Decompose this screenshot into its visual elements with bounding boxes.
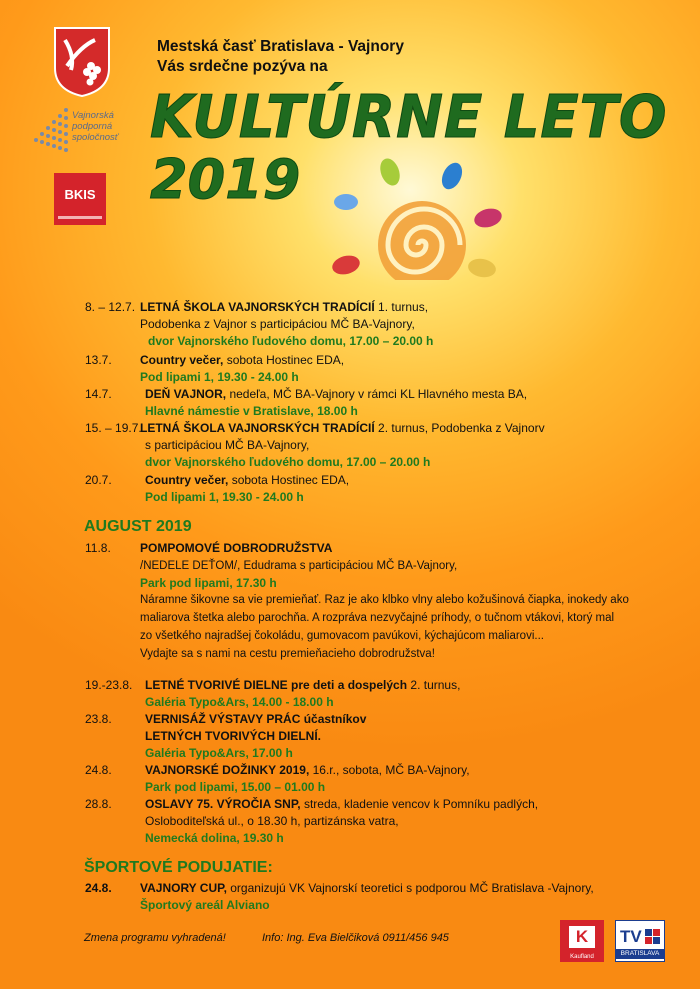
kaufland-logo-text: Kaufland xyxy=(570,954,594,960)
event-info: organizujú VK Vajnorskí teoretici s podporou MČ Bratislava -Vajnory, xyxy=(226,881,594,895)
event-title-line xyxy=(145,677,460,694)
event-info: 16.r., sobota, MČ BA-Vajnory, xyxy=(309,763,470,777)
main-title-year: 2019 xyxy=(150,148,301,211)
event-title-line xyxy=(145,762,470,779)
event-detail: LETNÝCH TVORIVÝCH DIELNÍ. xyxy=(145,729,322,743)
sport-heading: ŠPORTOVÉ PODUJATIE: xyxy=(84,859,273,876)
event-description-1: Náramne šikovne sa vie premieňať. Raz je ako klbko vlny alebo kožušinová čiapka, inokedy ako xyxy=(140,594,629,606)
event-date: 23.8. xyxy=(85,712,112,726)
event-name: VAJNORY CUP, xyxy=(140,881,227,895)
event-date: 24.8. xyxy=(85,763,112,777)
header-line-1: Mestská časť Bratislava - Vajnory xyxy=(157,38,404,55)
event-date: 19.-23.8. xyxy=(85,678,133,692)
event-place: Galéria Typo&Ars, 14.00 - 18.00 h xyxy=(145,695,334,709)
event-detail: /NEDELE DEŤOM/, Edudrama s participáciou MČ BA-Vajnory, xyxy=(140,560,458,572)
program-change-note: Zmena programu vyhradená! xyxy=(84,932,226,944)
tv-logo-text: TV xyxy=(620,927,642,946)
main-title: KULTÚRNE LETO xyxy=(150,83,668,152)
event-name: LETNÁ ŠKOLA VAJNORSKÝCH TRADÍCIÍ xyxy=(140,421,375,435)
event-place: Pod lipami 1, 19.30 - 24.00 h xyxy=(140,370,299,384)
event-place: Galéria Typo&Ars, 17.00 h xyxy=(145,746,293,760)
event-title-line xyxy=(145,796,538,813)
event-title-line xyxy=(145,386,527,403)
event-date: 15. – 19.7. xyxy=(85,421,142,435)
event-title-line xyxy=(140,299,428,316)
bkis-logo xyxy=(54,173,106,225)
event-detail: Osloboditeľská ul., o 18.30 h, partizánska vatra, xyxy=(145,814,399,828)
tv-logo-subtext: BRATISLAVA xyxy=(616,949,664,959)
bkis-logo-text: BKIS xyxy=(64,187,96,202)
event-name: POMPOMOVÉ DOBRODRUŽSTVA xyxy=(140,541,333,555)
event-title-line xyxy=(140,880,594,897)
event-place: dvor Vajnorského ľudového domu, 17.00 – 20.00 h xyxy=(148,334,434,348)
sun-spiral-illustration xyxy=(330,150,510,280)
august-heading: AUGUST 2019 xyxy=(84,518,192,535)
tv-bratislava-logo xyxy=(615,920,665,962)
event-date: 24.8. xyxy=(85,881,112,895)
event-date: 13.7. xyxy=(85,353,112,367)
spolok-logo-text: Vajnorská podporná spoločnosť xyxy=(72,110,119,143)
event-info: streda, kladenie vencov k Pomníku padlých, xyxy=(300,797,539,811)
event-info: sobota Hostinec EDA, xyxy=(223,353,345,367)
event-info: sobota Hostinec EDA, xyxy=(228,473,350,487)
event-description-4: Vydajte sa s nami na cestu premieňacieho dobrodružstva! xyxy=(140,648,435,660)
event-name: VAJNORSKÉ DOŽINKY 2019, xyxy=(145,763,310,777)
event-place: Park pod lipami, 15.00 – 01.00 h xyxy=(145,780,326,794)
event-name: OSLAVY 75. VÝROČIA SNP, xyxy=(145,797,301,811)
event-name: Country večer, xyxy=(145,473,229,487)
event-name: LETNÁ ŠKOLA VAJNORSKÝCH TRADÍCIÍ xyxy=(140,300,375,314)
event-name: Country večer, xyxy=(140,353,224,367)
event-description-3: zo všetkého najradšej čokoládu, gumovacom pavúkovi, kýchajúcom maliarovi... xyxy=(140,630,544,642)
event-place: Hlavné námestie v Bratislave, 18.00 h xyxy=(145,404,358,418)
event-name: DEŇ VAJNOR, xyxy=(145,387,227,401)
event-info: nedeľa, MČ BA-Vajnory v rámci KL Hlavného mesta BA, xyxy=(226,387,528,401)
kaufland-logo xyxy=(560,920,604,962)
event-title-line xyxy=(145,472,349,489)
event-date: 11.8. xyxy=(85,541,111,555)
event-name: LETNÉ TVORIVÉ DIELNE pre deti a dospelých xyxy=(145,678,408,692)
event-info: 2. turnus, xyxy=(407,678,461,692)
vajnory-coat-of-arms-logo xyxy=(53,26,111,98)
event-title-line xyxy=(140,420,545,437)
event-description-2: maliarova štetka alebo parochňa. A rozpráva nezvyčajné príhody, o tučnom vtákovi, ktorý mal xyxy=(140,612,615,624)
event-place: Park pod lipami, 17.30 h xyxy=(140,576,277,590)
event-name: VERNISÁŽ VÝSTAVY PRÁC účastníkov xyxy=(145,712,367,726)
event-date: 28.8. xyxy=(85,797,112,811)
event-date: 8. – 12.7. xyxy=(85,300,136,314)
event-place: dvor Vajnorského ľudového domu, 17.00 – 20.00 h xyxy=(145,455,431,469)
event-place: Nemecká dolina, 19.30 h xyxy=(145,831,284,845)
event-detail: s participáciou MČ BA-Vajnory, xyxy=(145,438,310,452)
event-date: 20.7. xyxy=(85,473,112,487)
event-place: Športový areál Alviano xyxy=(140,898,270,912)
event-info: 2. turnus, Podobenka z Vajnorv xyxy=(374,421,545,435)
kaufland-k-icon: K xyxy=(569,926,595,948)
header-line-2: Vás srdečne pozýva na xyxy=(157,58,328,75)
contact-info: Info: Ing. Eva Bielčiková 0911/456 945 xyxy=(262,932,449,944)
event-detail: Podobenka z Vajnor s participáciou MČ BA-Vajnory, xyxy=(140,317,415,331)
event-place: Pod lipami 1, 19.30 - 24.00 h xyxy=(145,490,304,504)
event-info: 1. turnus, xyxy=(374,300,429,314)
event-title-line xyxy=(140,352,344,369)
event-date: 14.7. xyxy=(85,387,112,401)
